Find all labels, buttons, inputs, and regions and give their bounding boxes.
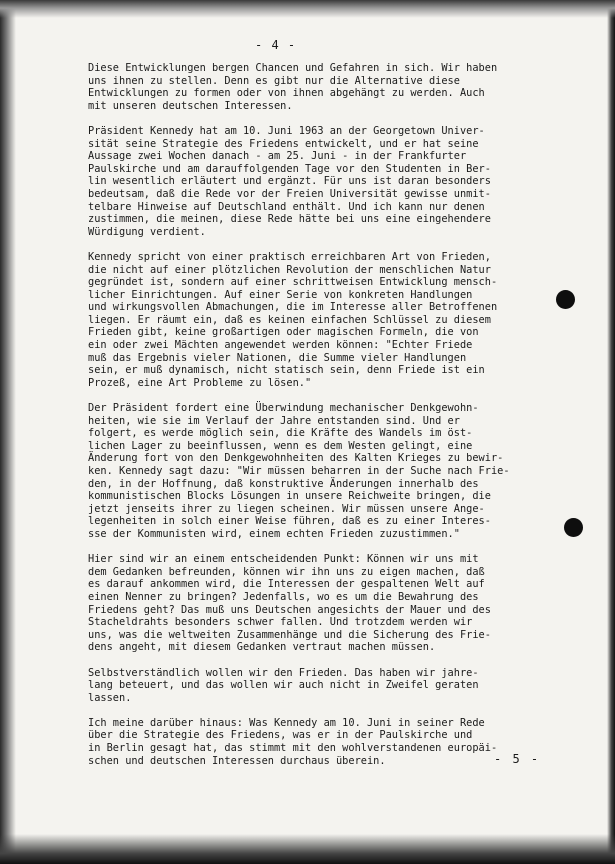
text-line: uns, was die weltweiten Zusammenhänge und die Sicherung des Frie-: [88, 628, 491, 641]
text-line: licher Einrichtungen. Auf einer Serie von konkreten Handlungen: [88, 288, 473, 301]
text-line: schen und deutschen Interessen durchaus überein.: [88, 754, 386, 767]
text-line: zustimmen, die meinen, diese Rede hätte bei uns eine eingehendere: [88, 213, 491, 226]
text-line: Selbstverständlich wollen wir den Frieden. Das haben wir jahre-: [88, 666, 479, 679]
body-text: [88, 62, 566, 780]
text-line: es darauf ankommen wird, die Interessen der gespaltenen Welt auf: [88, 578, 485, 591]
text-line: den, in der Hoffnung, daß konstruktive Änderungen innerhalb des: [88, 477, 479, 490]
scan-edge-bottom: [0, 834, 615, 864]
scan-edge-top: [0, 0, 615, 18]
text-line: Hier sind wir an einem entscheidenden Punkt: Können wir uns mit: [88, 553, 479, 566]
text-line: kommunistischen Blocks Lösungen in unsere Reichweite bringen, die: [88, 490, 491, 503]
page-number-top: - 4 -: [255, 38, 297, 52]
text-line: Prozeß, eine Art Probleme zu lösen.": [88, 376, 312, 389]
text-line: ken. Kennedy sagt dazu: "Wir müssen beharren in der Suche nach Frie-: [88, 465, 510, 477]
text-line: Aussage zwei Wochen danach - am 25. Juni - in der Frankfurter: [88, 150, 467, 163]
paragraph: [88, 62, 566, 112]
text-line: dem Gedanken befreunden, können wir ihn uns zu eigen machen, daß: [88, 565, 485, 578]
text-line: Präsident Kennedy hat am 10. Juni 1963 an der Georgetown Univer-: [88, 124, 485, 137]
text-line: sein, er muß dynamisch, nicht statisch sein, denn Friede ist ein: [88, 364, 485, 377]
text-line: sität seine Strategie des Friedens entwickelt, und er hat seine: [88, 137, 479, 150]
text-line: Kennedy spricht von einer praktisch erreichbaren Art von Frieden,: [88, 250, 491, 263]
paragraph: [88, 667, 566, 705]
text-line: Würdigung verdient.: [88, 225, 206, 238]
text-line: liegen. Er räumt ein, daß es keinen einfachen Schlüssel zu diesem: [88, 313, 491, 326]
scan-edge-left: [0, 0, 16, 864]
text-line: Diese Entwicklungen bergen Chancen und Gefahren in sich. Wir haben: [88, 62, 498, 74]
punch-hole: [556, 290, 575, 309]
paragraph: [88, 251, 566, 390]
text-line: und wirkungsvollen Abmachungen, die im Interesse aller Betroffenen: [88, 301, 498, 314]
text-line: lang beteuert, und das wollen wir auch nicht in Zweifel geraten: [88, 679, 479, 692]
text-line: Entwicklungen zu formen oder von ihnen abgehängt zu werden. Auch: [88, 87, 485, 100]
text-line: über die Strategie des Friedens, was er in der Paulskirche und: [88, 729, 473, 742]
text-line: lin wesentlich erläutert und ergänzt. Für uns ist daran besonders: [88, 175, 491, 188]
text-line: die nicht auf einer plötzlichen Revolution der menschlichen Natur: [88, 263, 491, 276]
text-line: Frieden gibt, keine großartigen oder magischen Formeln, die von: [88, 326, 479, 339]
text-line: folgert, es werde möglich sein, die Kräfte des Wandels im öst-: [88, 427, 473, 440]
text-line: uns ihnen zu stellen. Denn es gibt nur die Alternative diese: [88, 74, 460, 87]
paragraph: [88, 125, 566, 238]
text-line: in Berlin gesagt hat, das stimmt mit den wohlverstandenen europäi-: [88, 742, 498, 755]
text-line: Paulskirche und am darauffolgenden Tage vor den Studenten in Ber-: [88, 162, 491, 175]
text-line: mit unseren deutschen Interessen.: [88, 99, 293, 112]
text-line: Änderung fort von den Denkgewohnheiten des Kalten Krieges zu bewir-: [88, 452, 504, 465]
text-line: heiten, wie sie im Verlauf der Jahre entstanden sind. Und er: [88, 414, 460, 427]
page-number-bottom: - 5 -: [494, 752, 541, 766]
text-line: ein oder zwei Mächten angewendet werden können: "Echter Friede: [88, 339, 473, 352]
text-line: dens angeht, mit diesem Gedanken vertraut machen müssen.: [88, 641, 436, 654]
text-line: lassen.: [88, 691, 132, 704]
text-line: muß das Ergebnis vieler Nationen, die Summe vieler Handlungen: [88, 351, 467, 364]
text-line: bedeutsam, daß die Rede vor der Freien Universität gewisse unmit-: [88, 187, 491, 200]
scan-edge-right: [607, 0, 615, 864]
text-line: gegründet ist, sondern auf einer schrittweisen Entwicklung mensch-: [88, 276, 498, 289]
text-line: Ich meine darüber hinaus: Was Kennedy am 10. Juni in seiner Rede: [88, 716, 485, 729]
text-line: Stacheldrahts besonders schwer fallen. Und trotzdem werden wir: [88, 616, 473, 629]
text-line: Friedens geht? Das muß uns Deutschen angesichts der Mauer und des: [88, 603, 491, 616]
paragraph: [88, 553, 566, 654]
text-line: jetzt jenseits ihrer zu liegen scheinen. Wir müssen unsere Ange-: [88, 502, 485, 515]
text-line: Der Präsident fordert eine Überwindung mechanischer Denkgewohn-: [88, 402, 479, 415]
punch-hole: [564, 518, 583, 537]
text-line: lichen Lager zu beeinflussen, wenn es dem Westen gelingt, eine: [88, 439, 473, 452]
text-line: telbare Hinweise auf Deutschland enthält. Und ich kann nur denen: [88, 200, 485, 213]
text-line: legenheiten in solch einer Weise führen, daß es zu einer Interes-: [88, 515, 491, 528]
text-line: sse der Kommunisten wird, einem echten Frieden zuzustimmen.": [88, 527, 460, 540]
text-line: einen Nenner zu bringen? Jedenfalls, wo es um die Bewahrung des: [88, 590, 479, 603]
paragraph: [88, 402, 566, 541]
